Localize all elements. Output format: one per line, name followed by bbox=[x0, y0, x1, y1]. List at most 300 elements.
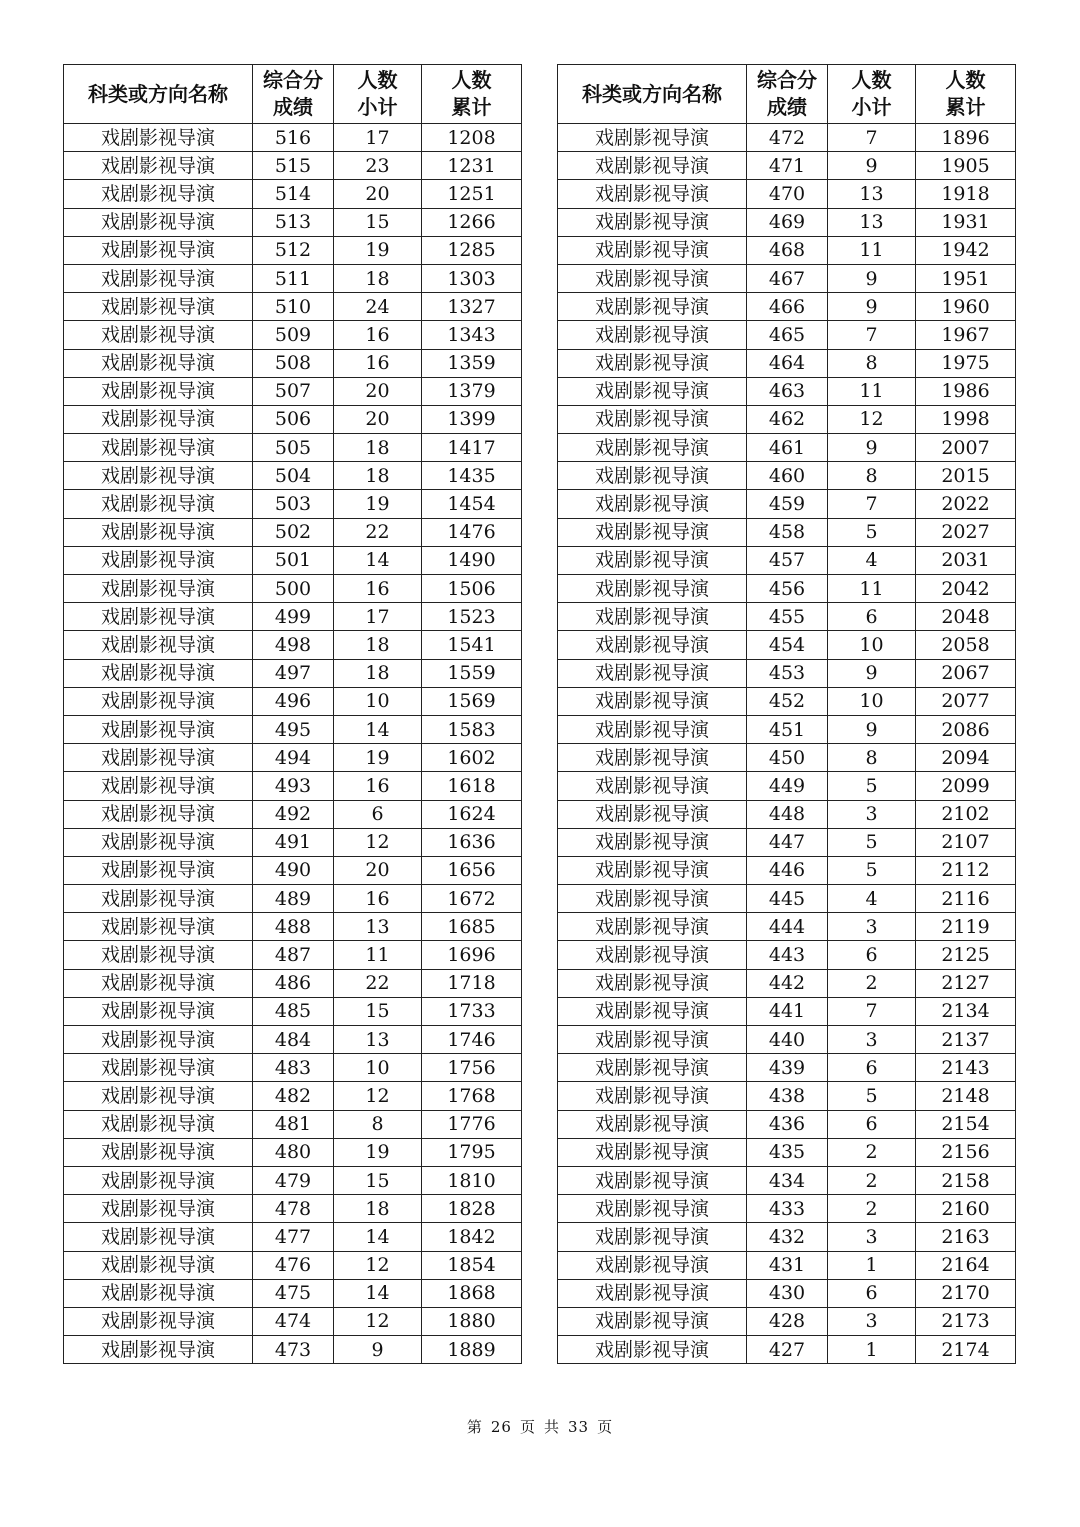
cell-name: 戏剧影视导演 bbox=[64, 744, 253, 772]
cell-count: 9 bbox=[334, 1336, 422, 1364]
cell-count: 16 bbox=[334, 575, 422, 603]
cell-count: 6 bbox=[828, 941, 916, 969]
cell-score: 465 bbox=[747, 321, 828, 349]
cell-cumulative: 2125 bbox=[916, 941, 1016, 969]
cell-name: 戏剧影视导演 bbox=[64, 800, 253, 828]
cell-score: 474 bbox=[253, 1307, 334, 1335]
cell-name: 戏剧影视导演 bbox=[64, 1279, 253, 1307]
cell-score: 505 bbox=[253, 434, 334, 462]
cell-name: 戏剧影视导演 bbox=[64, 180, 253, 208]
cell-name: 戏剧影视导演 bbox=[558, 1195, 747, 1223]
cell-score: 444 bbox=[747, 913, 828, 941]
cell-score: 506 bbox=[253, 405, 334, 433]
table-row bbox=[64, 236, 522, 264]
cell-score: 483 bbox=[253, 1054, 334, 1082]
cell-score: 434 bbox=[747, 1166, 828, 1194]
cell-count: 9 bbox=[828, 152, 916, 180]
cell-count: 13 bbox=[828, 180, 916, 208]
table-row bbox=[64, 885, 522, 913]
cell-score: 510 bbox=[253, 293, 334, 321]
cell-count: 7 bbox=[828, 321, 916, 349]
cell-name: 戏剧影视导演 bbox=[64, 490, 253, 518]
table-row bbox=[558, 236, 1016, 264]
cell-count: 10 bbox=[828, 631, 916, 659]
footer-total-pages: 33 bbox=[568, 1418, 590, 1436]
table-row bbox=[558, 321, 1016, 349]
cell-cumulative: 1967 bbox=[916, 321, 1016, 349]
table-row bbox=[64, 180, 522, 208]
table-row bbox=[558, 1166, 1016, 1194]
table-row bbox=[558, 828, 1016, 856]
cell-score: 513 bbox=[253, 208, 334, 236]
table-row bbox=[558, 1195, 1016, 1223]
cell-score: 475 bbox=[253, 1279, 334, 1307]
cell-cumulative: 2022 bbox=[916, 490, 1016, 518]
cell-count: 18 bbox=[334, 1195, 422, 1223]
cell-score: 431 bbox=[747, 1251, 828, 1279]
cell-cumulative: 2156 bbox=[916, 1138, 1016, 1166]
cell-cumulative: 1889 bbox=[422, 1336, 522, 1364]
cell-cumulative: 1624 bbox=[422, 800, 522, 828]
cell-name: 戏剧影视导演 bbox=[64, 603, 253, 631]
table-row bbox=[558, 772, 1016, 800]
cell-cumulative: 1868 bbox=[422, 1279, 522, 1307]
cell-name: 戏剧影视导演 bbox=[558, 124, 747, 152]
cell-count: 19 bbox=[334, 236, 422, 264]
table-row bbox=[64, 208, 522, 236]
table-row bbox=[558, 969, 1016, 997]
cell-count: 16 bbox=[334, 885, 422, 913]
table-row bbox=[64, 1336, 522, 1364]
cell-count: 15 bbox=[334, 1166, 422, 1194]
table-row bbox=[558, 180, 1016, 208]
cell-count: 2 bbox=[828, 1195, 916, 1223]
cell-cumulative: 2107 bbox=[916, 828, 1016, 856]
table-row bbox=[558, 631, 1016, 659]
cell-name: 戏剧影视导演 bbox=[558, 236, 747, 264]
table-row bbox=[558, 1138, 1016, 1166]
cell-score: 450 bbox=[747, 744, 828, 772]
cell-name: 戏剧影视导演 bbox=[64, 828, 253, 856]
cell-score: 492 bbox=[253, 800, 334, 828]
cell-cumulative: 1905 bbox=[916, 152, 1016, 180]
cell-cumulative: 1231 bbox=[422, 152, 522, 180]
cell-cumulative: 2112 bbox=[916, 856, 1016, 884]
table-row bbox=[64, 490, 522, 518]
cell-name: 戏剧影视导演 bbox=[64, 1195, 253, 1223]
cell-cumulative: 1490 bbox=[422, 546, 522, 574]
cell-name: 戏剧影视导演 bbox=[64, 124, 253, 152]
cell-score: 435 bbox=[747, 1138, 828, 1166]
cell-name: 戏剧影视导演 bbox=[64, 377, 253, 405]
cell-name: 戏剧影视导演 bbox=[64, 546, 253, 574]
cell-count: 20 bbox=[334, 180, 422, 208]
table-row bbox=[64, 377, 522, 405]
cell-score: 436 bbox=[747, 1110, 828, 1138]
table-row bbox=[558, 462, 1016, 490]
cell-name: 戏剧影视导演 bbox=[558, 1110, 747, 1138]
cell-cumulative: 1854 bbox=[422, 1251, 522, 1279]
cell-cumulative: 1251 bbox=[422, 180, 522, 208]
cell-score: 485 bbox=[253, 997, 334, 1025]
cell-name: 戏剧影视导演 bbox=[558, 744, 747, 772]
table-row bbox=[558, 293, 1016, 321]
cell-cumulative: 1685 bbox=[422, 913, 522, 941]
cell-score: 470 bbox=[747, 180, 828, 208]
footer-prefix: 第 bbox=[466, 1418, 483, 1436]
cell-name: 戏剧影视导演 bbox=[558, 377, 747, 405]
cell-cumulative: 2164 bbox=[916, 1251, 1016, 1279]
cell-count: 3 bbox=[828, 913, 916, 941]
cell-cumulative: 2154 bbox=[916, 1110, 1016, 1138]
cell-count: 5 bbox=[828, 772, 916, 800]
cell-cumulative: 2134 bbox=[916, 997, 1016, 1025]
header-score: 综合分 成绩 bbox=[253, 65, 334, 124]
cell-cumulative: 2119 bbox=[916, 913, 1016, 941]
cell-count: 15 bbox=[334, 997, 422, 1025]
table-row bbox=[558, 1307, 1016, 1335]
table-row bbox=[64, 1026, 522, 1054]
cell-name: 戏剧影视导演 bbox=[64, 1054, 253, 1082]
cell-cumulative: 1986 bbox=[916, 377, 1016, 405]
table-row bbox=[64, 264, 522, 292]
cell-score: 439 bbox=[747, 1054, 828, 1082]
cell-name: 戏剧影视导演 bbox=[558, 997, 747, 1025]
cell-count: 12 bbox=[334, 828, 422, 856]
cell-cumulative: 2148 bbox=[916, 1082, 1016, 1110]
cell-count: 13 bbox=[828, 208, 916, 236]
cell-cumulative: 1942 bbox=[916, 236, 1016, 264]
cell-cumulative: 1931 bbox=[916, 208, 1016, 236]
cell-cumulative: 1656 bbox=[422, 856, 522, 884]
cell-name: 戏剧影视导演 bbox=[64, 687, 253, 715]
cell-cumulative: 2077 bbox=[916, 687, 1016, 715]
cell-cumulative: 2174 bbox=[916, 1336, 1016, 1364]
header-cumulative: 人数 累计 bbox=[916, 65, 1016, 124]
cell-cumulative: 1399 bbox=[422, 405, 522, 433]
cell-cumulative: 2067 bbox=[916, 659, 1016, 687]
cell-score: 468 bbox=[747, 236, 828, 264]
cell-score: 482 bbox=[253, 1082, 334, 1110]
cell-cumulative: 1359 bbox=[422, 349, 522, 377]
score-table-right bbox=[557, 64, 1016, 1364]
cell-cumulative: 1756 bbox=[422, 1054, 522, 1082]
cell-score: 486 bbox=[253, 969, 334, 997]
cell-score: 497 bbox=[253, 659, 334, 687]
table-row bbox=[64, 941, 522, 969]
cell-name: 戏剧影视导演 bbox=[558, 1336, 747, 1364]
cell-cumulative: 1896 bbox=[916, 124, 1016, 152]
table-row bbox=[64, 772, 522, 800]
cell-count: 13 bbox=[334, 1026, 422, 1054]
cell-count: 19 bbox=[334, 490, 422, 518]
cell-count: 11 bbox=[828, 236, 916, 264]
cell-name: 戏剧影视导演 bbox=[558, 1279, 747, 1307]
cell-score: 473 bbox=[253, 1336, 334, 1364]
table-row bbox=[558, 377, 1016, 405]
cell-count: 5 bbox=[828, 828, 916, 856]
cell-cumulative: 2086 bbox=[916, 715, 1016, 743]
cell-count: 23 bbox=[334, 152, 422, 180]
cell-count: 10 bbox=[828, 687, 916, 715]
cell-score: 472 bbox=[747, 124, 828, 152]
cell-count: 8 bbox=[828, 744, 916, 772]
table-row bbox=[64, 969, 522, 997]
cell-cumulative: 2137 bbox=[916, 1026, 1016, 1054]
table-row bbox=[64, 800, 522, 828]
cell-cumulative: 1506 bbox=[422, 575, 522, 603]
cell-cumulative: 1718 bbox=[422, 969, 522, 997]
cell-name: 戏剧影视导演 bbox=[558, 575, 747, 603]
cell-count: 2 bbox=[828, 1138, 916, 1166]
cell-name: 戏剧影视导演 bbox=[64, 1223, 253, 1251]
table-row bbox=[558, 1336, 1016, 1364]
cell-count: 9 bbox=[828, 434, 916, 462]
cell-score: 445 bbox=[747, 885, 828, 913]
cell-cumulative: 1435 bbox=[422, 462, 522, 490]
cell-score: 446 bbox=[747, 856, 828, 884]
cell-score: 469 bbox=[747, 208, 828, 236]
cell-name: 戏剧影视导演 bbox=[64, 293, 253, 321]
cell-name: 戏剧影视导演 bbox=[558, 1026, 747, 1054]
cell-score: 451 bbox=[747, 715, 828, 743]
cell-count: 12 bbox=[334, 1307, 422, 1335]
cell-name: 戏剧影视导演 bbox=[64, 772, 253, 800]
cell-name: 戏剧影视导演 bbox=[558, 828, 747, 856]
cell-score: 493 bbox=[253, 772, 334, 800]
cell-cumulative: 2031 bbox=[916, 546, 1016, 574]
cell-count: 1 bbox=[828, 1251, 916, 1279]
header-score: 综合分 成绩 bbox=[747, 65, 828, 124]
table-row bbox=[64, 913, 522, 941]
cell-score: 501 bbox=[253, 546, 334, 574]
cell-score: 427 bbox=[747, 1336, 828, 1364]
cell-count: 7 bbox=[828, 997, 916, 1025]
cell-count: 8 bbox=[334, 1110, 422, 1138]
cell-name: 戏剧影视导演 bbox=[64, 1336, 253, 1364]
cell-cumulative: 1880 bbox=[422, 1307, 522, 1335]
table-row bbox=[558, 687, 1016, 715]
cell-score: 514 bbox=[253, 180, 334, 208]
table-row bbox=[558, 124, 1016, 152]
cell-name: 戏剧影视导演 bbox=[558, 434, 747, 462]
cell-name: 戏剧影视导演 bbox=[558, 885, 747, 913]
table-row bbox=[558, 1223, 1016, 1251]
cell-cumulative: 2127 bbox=[916, 969, 1016, 997]
cell-score: 462 bbox=[747, 405, 828, 433]
cell-score: 511 bbox=[253, 264, 334, 292]
cell-score: 502 bbox=[253, 518, 334, 546]
cell-score: 459 bbox=[747, 490, 828, 518]
cell-count: 3 bbox=[828, 1223, 916, 1251]
cell-score: 515 bbox=[253, 152, 334, 180]
cell-score: 487 bbox=[253, 941, 334, 969]
cell-name: 戏剧影视导演 bbox=[558, 969, 747, 997]
cell-count: 3 bbox=[828, 800, 916, 828]
cell-name: 戏剧影视导演 bbox=[558, 772, 747, 800]
header-name: 科类或方向名称 bbox=[64, 65, 253, 124]
cell-cumulative: 1776 bbox=[422, 1110, 522, 1138]
cell-name: 戏剧影视导演 bbox=[64, 969, 253, 997]
table-row bbox=[64, 152, 522, 180]
cell-score: 432 bbox=[747, 1223, 828, 1251]
cell-score: 454 bbox=[747, 631, 828, 659]
cell-count: 10 bbox=[334, 687, 422, 715]
cell-cumulative: 1768 bbox=[422, 1082, 522, 1110]
cell-name: 戏剧影视导演 bbox=[558, 687, 747, 715]
cell-score: 440 bbox=[747, 1026, 828, 1054]
table-row bbox=[558, 715, 1016, 743]
cell-score: 464 bbox=[747, 349, 828, 377]
table-row bbox=[558, 349, 1016, 377]
cell-name: 戏剧影视导演 bbox=[558, 856, 747, 884]
cell-name: 戏剧影视导演 bbox=[558, 1138, 747, 1166]
cell-cumulative: 1303 bbox=[422, 264, 522, 292]
cell-name: 戏剧影视导演 bbox=[558, 603, 747, 631]
cell-cumulative: 2173 bbox=[916, 1307, 1016, 1335]
cell-count: 20 bbox=[334, 405, 422, 433]
footer-page-unit: 页 bbox=[519, 1418, 536, 1436]
cell-cumulative: 1810 bbox=[422, 1166, 522, 1194]
table-row bbox=[558, 1251, 1016, 1279]
page-footer bbox=[0, 1416, 1080, 1437]
cell-count: 19 bbox=[334, 744, 422, 772]
cell-score: 458 bbox=[747, 518, 828, 546]
cell-count: 16 bbox=[334, 349, 422, 377]
cell-cumulative: 2094 bbox=[916, 744, 1016, 772]
cell-cumulative: 2048 bbox=[916, 603, 1016, 631]
cell-name: 戏剧影视导演 bbox=[64, 1082, 253, 1110]
cell-score: 455 bbox=[747, 603, 828, 631]
cell-count: 8 bbox=[828, 462, 916, 490]
cell-count: 20 bbox=[334, 377, 422, 405]
cell-cumulative: 1960 bbox=[916, 293, 1016, 321]
cell-count: 6 bbox=[334, 800, 422, 828]
cell-count: 2 bbox=[828, 1166, 916, 1194]
cell-cumulative: 1618 bbox=[422, 772, 522, 800]
cell-name: 戏剧影视导演 bbox=[64, 1307, 253, 1335]
cell-score: 457 bbox=[747, 546, 828, 574]
cell-name: 戏剧影视导演 bbox=[558, 800, 747, 828]
cell-cumulative: 1602 bbox=[422, 744, 522, 772]
header-cumulative: 人数 累计 bbox=[422, 65, 522, 124]
table-row bbox=[558, 546, 1016, 574]
cell-score: 479 bbox=[253, 1166, 334, 1194]
cell-count: 22 bbox=[334, 969, 422, 997]
cell-count: 9 bbox=[828, 715, 916, 743]
cell-name: 戏剧影视导演 bbox=[558, 293, 747, 321]
cell-count: 18 bbox=[334, 264, 422, 292]
cell-score: 461 bbox=[747, 434, 828, 462]
cell-score: 491 bbox=[253, 828, 334, 856]
cell-name: 戏剧影视导演 bbox=[64, 349, 253, 377]
cell-score: 452 bbox=[747, 687, 828, 715]
cell-name: 戏剧影视导演 bbox=[558, 913, 747, 941]
cell-score: 433 bbox=[747, 1195, 828, 1223]
table-row bbox=[64, 1223, 522, 1251]
cell-name: 戏剧影视导演 bbox=[64, 1251, 253, 1279]
cell-name: 戏剧影视导演 bbox=[558, 1054, 747, 1082]
cell-score: 428 bbox=[747, 1307, 828, 1335]
cell-cumulative: 2015 bbox=[916, 462, 1016, 490]
cell-count: 10 bbox=[334, 1054, 422, 1082]
cell-count: 18 bbox=[334, 631, 422, 659]
table-row bbox=[64, 1166, 522, 1194]
table-row bbox=[64, 1279, 522, 1307]
cell-count: 17 bbox=[334, 124, 422, 152]
cell-count: 6 bbox=[828, 1110, 916, 1138]
cell-count: 18 bbox=[334, 434, 422, 462]
cell-name: 戏剧影视导演 bbox=[558, 1166, 747, 1194]
cell-score: 503 bbox=[253, 490, 334, 518]
cell-cumulative: 1998 bbox=[916, 405, 1016, 433]
cell-cumulative: 1285 bbox=[422, 236, 522, 264]
cell-name: 戏剧影视导演 bbox=[64, 264, 253, 292]
cell-name: 戏剧影视导演 bbox=[558, 1223, 747, 1251]
cell-count: 7 bbox=[828, 124, 916, 152]
cell-count: 12 bbox=[334, 1082, 422, 1110]
cell-name: 戏剧影视导演 bbox=[558, 490, 747, 518]
cell-name: 戏剧影视导演 bbox=[558, 941, 747, 969]
cell-count: 20 bbox=[334, 856, 422, 884]
cell-count: 12 bbox=[828, 405, 916, 433]
cell-cumulative: 1266 bbox=[422, 208, 522, 236]
cell-cumulative: 1696 bbox=[422, 941, 522, 969]
cell-score: 504 bbox=[253, 462, 334, 490]
cell-name: 戏剧影视导演 bbox=[64, 1026, 253, 1054]
table-row bbox=[64, 1054, 522, 1082]
cell-cumulative: 1327 bbox=[422, 293, 522, 321]
cell-score: 476 bbox=[253, 1251, 334, 1279]
cell-name: 戏剧影视导演 bbox=[558, 405, 747, 433]
cell-name: 戏剧影视导演 bbox=[64, 913, 253, 941]
cell-score: 467 bbox=[747, 264, 828, 292]
cell-name: 戏剧影视导演 bbox=[64, 208, 253, 236]
table-row bbox=[64, 1195, 522, 1223]
table-row bbox=[64, 744, 522, 772]
cell-count: 19 bbox=[334, 1138, 422, 1166]
cell-score: 448 bbox=[747, 800, 828, 828]
cell-cumulative: 2027 bbox=[916, 518, 1016, 546]
cell-score: 466 bbox=[747, 293, 828, 321]
cell-count: 9 bbox=[828, 264, 916, 292]
cell-cumulative: 1842 bbox=[422, 1223, 522, 1251]
table-row bbox=[558, 997, 1016, 1025]
cell-count: 3 bbox=[828, 1307, 916, 1335]
cell-score: 447 bbox=[747, 828, 828, 856]
cell-cumulative: 1918 bbox=[916, 180, 1016, 208]
cell-cumulative: 1828 bbox=[422, 1195, 522, 1223]
cell-cumulative: 2160 bbox=[916, 1195, 1016, 1223]
cell-count: 14 bbox=[334, 1279, 422, 1307]
table-row bbox=[558, 405, 1016, 433]
cell-name: 戏剧影视导演 bbox=[558, 1307, 747, 1335]
cell-name: 戏剧影视导演 bbox=[64, 941, 253, 969]
cell-name: 戏剧影视导演 bbox=[558, 321, 747, 349]
cell-cumulative: 1343 bbox=[422, 321, 522, 349]
cell-cumulative: 2116 bbox=[916, 885, 1016, 913]
cell-name: 戏剧影视导演 bbox=[558, 715, 747, 743]
footer-total-unit: 页 bbox=[597, 1418, 614, 1436]
cell-name: 戏剧影视导演 bbox=[558, 462, 747, 490]
cell-name: 戏剧影视导演 bbox=[558, 631, 747, 659]
cell-count: 15 bbox=[334, 208, 422, 236]
table-row bbox=[64, 659, 522, 687]
cell-count: 5 bbox=[828, 1082, 916, 1110]
cell-count: 18 bbox=[334, 659, 422, 687]
table-row bbox=[64, 997, 522, 1025]
cell-name: 戏剧影视导演 bbox=[558, 1082, 747, 1110]
